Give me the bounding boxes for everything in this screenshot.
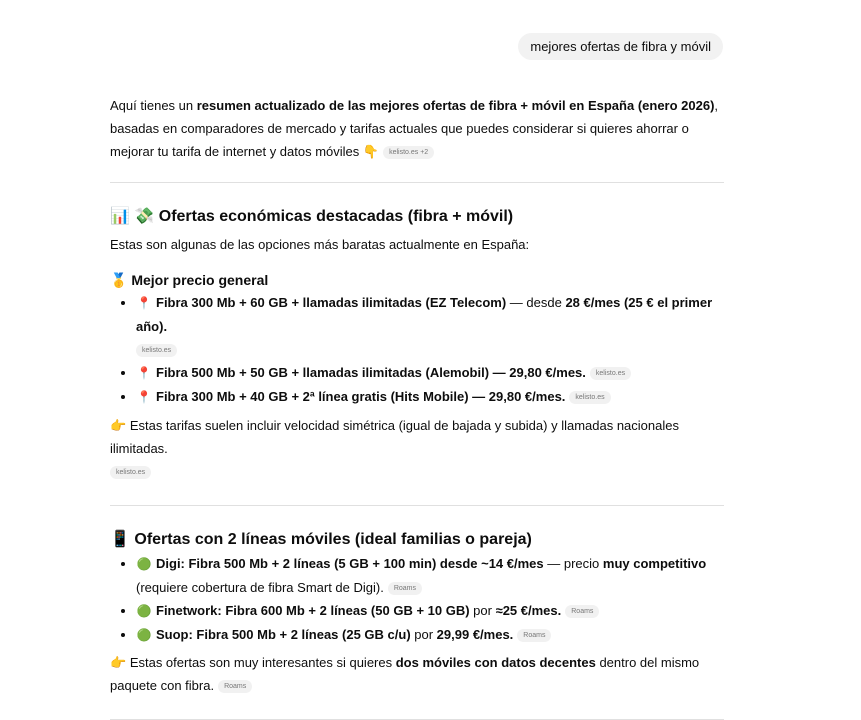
section-title: Ofertas económicas destacadas (fibra + móvil) — [158, 208, 514, 225]
intro-paragraph — [110, 94, 724, 163]
citation-chip[interactable]: Roams — [388, 582, 422, 595]
section-title: Ofertas con 2 líneas móviles (ideal familias o pareja) — [134, 531, 532, 548]
user-message-bubble: mejores ofertas de fibra y móvil — [518, 33, 723, 60]
offer-price: 29,99 €/mes. — [436, 627, 514, 642]
list-item — [136, 552, 724, 599]
offer-list — [110, 552, 724, 647]
offer-text: Digi: Fibra 500 Mb + 2 líneas (5 GB + 100 min) desde ~14 €/mes — [156, 556, 544, 571]
section-heading — [110, 528, 724, 552]
offer-price: 28 €/mes (25 € el primer año). — [136, 295, 713, 334]
offer-text: Fibra 300 Mb + 40 GB + 2ª línea gratis (Hits Mobile) — 29,80 €/mes. — [156, 389, 566, 404]
intro-text: Aquí tienes un — [110, 98, 197, 113]
note-text: dentro del mismo paquete con fibra. — [110, 655, 700, 693]
offer-text: (requiere cobertura de fibra Smart de Digi). — [136, 580, 384, 595]
pointing-right-icon: 👉 — [110, 655, 127, 670]
offer-text: — precio — [543, 556, 603, 571]
citation-chip[interactable]: Roams — [517, 629, 551, 642]
offer-list — [110, 291, 724, 409]
offer-text: Finetwork: Fibra 600 Mb + 2 líneas (50 GB + 10 GB) — [156, 603, 470, 618]
pointing-down-icon: 👇 — [362, 144, 380, 159]
intro-bold: resumen actualizado de las mejores ofertas de fibra + móvil en España (enero 2026) — [196, 98, 715, 113]
offer-text: por — [410, 627, 437, 642]
offer-text: Fibra 500 Mb + 50 GB + llamadas ilimitadas (Alemobil) — 29,80 €/mes. — [156, 365, 586, 380]
offer-price: ≈25 €/mes. — [495, 603, 562, 618]
list-item — [136, 385, 724, 409]
citation-chip[interactable]: Roams — [565, 605, 599, 618]
medal-icon: 🥇 — [110, 272, 128, 288]
pin-icon: 📍 — [136, 296, 152, 310]
list-item — [136, 623, 724, 647]
citation-chip[interactable]: kelisto.es — [136, 344, 177, 357]
citation-chip[interactable]: kelisto.es +2 — [383, 146, 434, 159]
section-heading — [110, 205, 724, 229]
pin-icon: 📍 — [136, 366, 152, 380]
green-circle-icon: 🟢 — [136, 557, 152, 571]
citation-chip[interactable]: kelisto.es — [569, 391, 610, 404]
note-text: Estas ofertas son muy interesantes si quieres — [129, 655, 396, 670]
offer-text: Fibra 300 Mb + 60 GB + llamadas ilimitadas (EZ Telecom) — [156, 295, 507, 310]
divider — [110, 505, 724, 506]
section-subtitle: Estas son algunas de las opciones más baratas actualmente en España: — [110, 237, 530, 252]
green-circle-icon: 🟢 — [136, 628, 152, 642]
offer-text: por — [469, 603, 496, 618]
note-bold: dos móviles con datos decentes — [395, 655, 596, 670]
note-text: Estas tarifas suelen incluir velocidad simétrica (igual de bajada y subida) y llamadas nacionales ilimitadas. — [110, 418, 679, 456]
intro-text-2: , basadas en comparadores de mercado y tarifas actuales que puedes considerar si quieres ahorrar o mejorar tu tarifa de internet y datos móviles — [110, 98, 719, 159]
offer-text: muy competitivo — [602, 556, 707, 571]
list-item — [136, 361, 724, 385]
list-item — [136, 291, 724, 361]
pointing-right-icon: 👉 — [110, 418, 127, 433]
sub-heading-text: Mejor precio general — [131, 272, 269, 288]
sub-heading — [110, 269, 724, 291]
note-paragraph — [110, 651, 724, 697]
offer-text: — desde — [506, 295, 566, 310]
offer-text: Suop: Fibra 500 Mb + 2 líneas (25 GB c/u) — [156, 627, 411, 642]
pin-icon: 📍 — [136, 390, 152, 404]
mobile-phone-icon: 📱 — [110, 531, 130, 548]
divider — [110, 182, 724, 183]
assistant-response — [110, 94, 724, 720]
list-item — [136, 599, 724, 623]
citation-chip[interactable]: kelisto.es — [590, 367, 631, 380]
green-circle-icon: 🟢 — [136, 604, 152, 618]
note-paragraph — [110, 414, 724, 483]
citation-chip[interactable]: Roams — [218, 680, 252, 693]
citation-chip[interactable]: kelisto.es — [110, 466, 151, 479]
chart-money-icon: 📊 💸 — [110, 208, 155, 225]
